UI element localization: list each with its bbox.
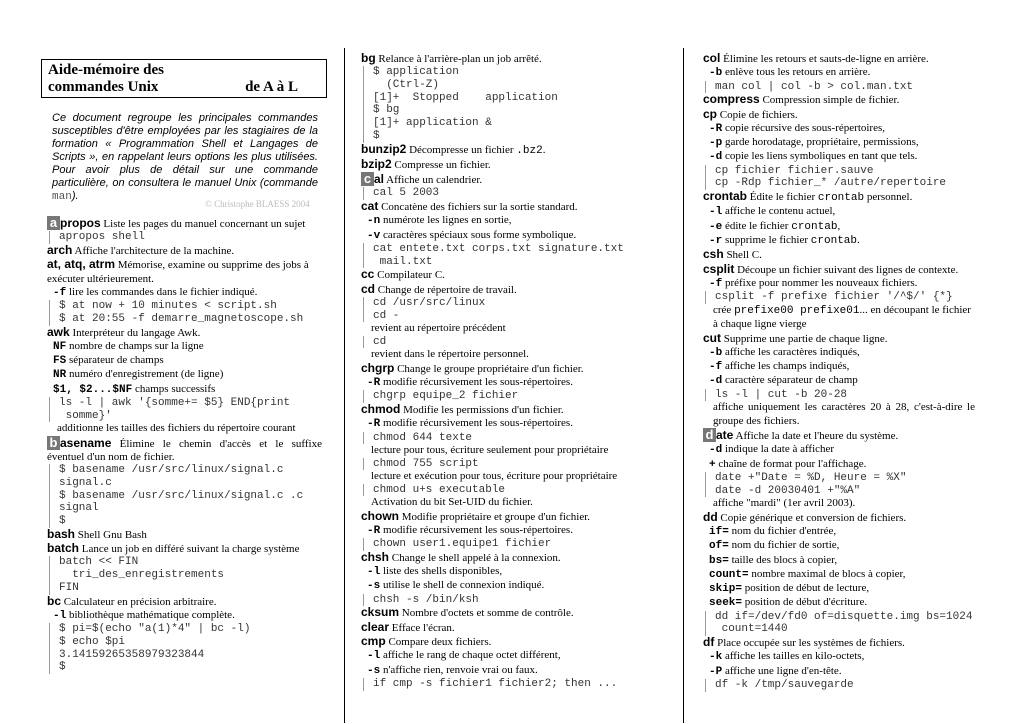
- option-chown-r: -R modifie récursivement les sous-répertoires.: [367, 523, 573, 537]
- entry-arch: arch Affiche l'architecture de la machine.: [47, 243, 235, 257]
- example-chgrp: chgrp equipe_2 fichier: [363, 390, 671, 403]
- entry-bg: bg Relance à l'arrière-plan un job arrêté.: [361, 51, 542, 65]
- option-cmp-l: -l affiche le rang de chaque octet différent,: [367, 649, 561, 663]
- title-line1: Aide-mémoire des: [48, 62, 164, 78]
- example-bg: $ application (Ctrl-Z) [1]+ Stopped application $ bg [1]+ application & $: [363, 66, 671, 142]
- entry-df: df Place occupée sur les systèmes de fichiers.: [703, 635, 905, 650]
- example-basename: $ basename /usr/src/linux/signal.c signal.c $ basename /usr/src/linux/signal.c .c signal $: [49, 464, 322, 528]
- entry-bzip2: bzip2 Compresse un fichier.: [361, 156, 491, 171]
- example-cmp: if cmp -s fichier1 fichier2; then ...: [363, 678, 671, 691]
- entry-bunzip2: bunzip2 Décompresse un fichier .bz2.: [361, 141, 546, 157]
- column-divider-1: [344, 48, 345, 723]
- option-cat-n: -n numérote les lignes en sortie,: [367, 214, 512, 228]
- entry-csh: csh Shell C.: [703, 247, 762, 262]
- option-cut-f: -f affiche les champs indiqués,: [709, 360, 850, 374]
- title-range: de A à L: [245, 79, 298, 95]
- option-df-p: -P affiche une ligne d'en-tête.: [709, 664, 842, 678]
- entry-clear: clear Efface l'écran.: [361, 619, 455, 634]
- option-crontab-r: -r supprime le fichier crontab.: [709, 234, 860, 248]
- entry-at: at, atq, atrm Mémorise, examine ou supprime des jobs à exécuter ultérieurement.: [47, 257, 309, 285]
- example-chmod-1: chmod 644 texte: [363, 432, 671, 445]
- entry-chgrp: chgrp Change le groupe propriétaire d'un fichier.: [361, 360, 584, 375]
- column-3: [703, 52, 975, 692]
- entry-dd: dd Copie générique et conversion de fichiers.: [703, 509, 907, 524]
- option-dd-skip: skip= position de début de lecture,: [709, 582, 870, 596]
- entry-cat: cat Concatène des fichiers sur la sortie standard.: [361, 199, 578, 214]
- option-cut-b: -b affiche les caractères indiqués,: [709, 345, 860, 359]
- example-awk: ls -l | awk '{somme+= $5} END{print somme}': [49, 397, 322, 422]
- entry-chown: chown Modifie propriétaire et groupe d'un fichier.: [361, 508, 591, 523]
- note-chmod-3: Activation du bit Set-UID du fichier.: [371, 496, 533, 509]
- title-line2: commandes Unix: [48, 79, 159, 95]
- entry-cal: c al Affiche un calendrier.: [361, 172, 671, 187]
- note-cut: affiche uniquement les caractères 20 à 28, c'est-à-dire le groupe des fichiers.: [713, 401, 975, 427]
- column-2: [361, 52, 671, 691]
- option-chmod-r: -R modifie récursivement les sous-répertoires.: [367, 417, 573, 431]
- option-dd-count: count= nombre maximal de blocs à copier,: [709, 567, 906, 581]
- option-date-d: -d indique la date à afficher: [709, 443, 835, 457]
- entry-awk: awk Interpréteur du langage Awk.: [47, 324, 201, 339]
- option-crontab-l: -l affiche le contenu actuel,: [709, 205, 836, 219]
- letter-d-badge: d: [703, 428, 716, 442]
- entry-bc: bc Calculateur en précision arbitraire.: [47, 593, 217, 608]
- example-at: $ at now + 10 minutes < script.sh $ at 20:55 -f demarre_magnetoscope.sh: [49, 300, 322, 325]
- note-cd-1: revient au répertoire précédent: [371, 322, 506, 335]
- entry-date: d ate Affiche la date et l'heure du système.: [703, 428, 975, 443]
- example-cp: cp fichier fichier.sauve cp -Rdp fichier_* /autre/repertoire: [705, 165, 975, 190]
- option-cat-v: -v caractères spéciaux sous forme symbolique.: [367, 228, 577, 242]
- column-divider-2: [683, 48, 684, 723]
- example-df: df -k /tmp/sauvegarde: [705, 679, 975, 692]
- example-cut: ls -l | cut -b 20-28: [705, 389, 975, 402]
- option-crontab-e: -e édite le fichier crontab,: [709, 219, 841, 233]
- example-chown: chown user1.equipe1 fichier: [363, 538, 671, 551]
- option-dd-seek: seek= position de début d'écriture.: [709, 596, 868, 610]
- example-chsh: chsh -s /bin/ksh: [363, 594, 671, 607]
- note-csplit: crée prefixe00 prefixe01... en découpant le fichier à chaque ligne vierge: [713, 303, 971, 331]
- entry-batch: batch Lance un job en différé suivant la charge système: [47, 541, 300, 556]
- entry-apropos: a propos Liste les pages du manuel concernant un sujet: [47, 216, 322, 231]
- entry-bash: bash Shell Gnu Bash: [47, 526, 147, 541]
- letter-c-badge: c: [361, 172, 374, 186]
- example-cat: cat entete.txt corps.txt signature.txt mail.txt: [363, 243, 671, 268]
- entry-cc: cc Compilateur C.: [361, 267, 445, 282]
- entry-cd: cd Change de répertoire de travail.: [361, 281, 517, 296]
- entry-basename: b asename Élimine le chemin d'accès et le suffixe éventuel d'un nom de fichier.: [47, 434, 322, 464]
- entry-cksum: cksum Nombre d'octets et somme de contrôle.: [361, 605, 574, 620]
- example-chmod-2: chmod 755 script: [363, 458, 671, 471]
- option-chgrp-r: -R modifie récursivement les sous-répertoires.: [367, 376, 573, 389]
- example-date-2: date -d 20030401 +"%A": [705, 485, 975, 498]
- note-awk: additionne les tailles des fichiers du répertoire courant: [57, 422, 296, 435]
- copyright: © Christophe BLAESS 2004: [205, 199, 310, 209]
- entry-cp: cp Copie de fichiers.: [703, 106, 798, 121]
- letter-a-badge: a: [47, 216, 60, 230]
- option-awk-fs: FS séparateur de champs: [53, 354, 164, 368]
- option-csplit-f: -f préfixe pour nommer les nouveaux fichiers.: [709, 276, 918, 290]
- example-csplit: csplit -f prefixe fichier '/^$/' {*}: [705, 291, 975, 304]
- example-chmod-3: chmod u+s executable: [363, 484, 671, 497]
- option-date-plus: + chaîne de format pour l'affichage.: [709, 457, 867, 471]
- option-bc-l: -l bibliothèque mathématique complète.: [53, 608, 235, 622]
- option-df-k: -k affiche les tailles en kilo-octets,: [709, 650, 865, 664]
- option-awk-fields: $1, $2...$NF champs successifs: [53, 382, 216, 396]
- option-chsh-s: -s utilise le shell de connexion indiqué.: [367, 579, 545, 593]
- entry-chmod: chmod Modifie les permissions d'un fichier.: [361, 402, 564, 416]
- entry-crontab: crontab Édite le fichier crontab personnel.: [703, 189, 913, 205]
- example-dd: dd if=/dev/fd0 of=disquette.img bs=1024 count=1440: [705, 611, 975, 636]
- option-cut-d: -d caractère séparateur de champ: [709, 374, 858, 388]
- option-cmp-s: -s n'affiche rien, renvoie vrai ou faux.: [367, 663, 538, 677]
- example-cal: cal 5 2003: [363, 187, 671, 200]
- option-cp-p: -p garde horodatage, propriétaire, permissions,: [709, 136, 919, 150]
- note-chmod-1: lecture pour tous, écriture seulement pour propriétaire: [371, 444, 609, 457]
- note-cd-2: revient dans le répertoire personnel.: [371, 348, 529, 361]
- option-awk-nr: NR numéro d'enregistrement (de ligne): [53, 368, 224, 382]
- option-dd-bs: bs= taille des blocs à copier,: [709, 553, 838, 567]
- entry-chsh: chsh Change le shell appelé à la connexion.: [361, 549, 561, 564]
- example-batch: batch << FIN tri_des_enregistrements FIN: [49, 556, 322, 594]
- example-bc: $ pi=$(echo "a(1)*4" | bc -l) $ echo $pi 3.14159265358979323844 $: [49, 623, 322, 674]
- entry-col: col Élimine les retours et sauts-de-ligne en arrière.: [703, 51, 929, 65]
- entry-compress: compress Compression simple de fichier.: [703, 92, 900, 107]
- option-at-f: -f lire les commandes dans le fichier indiqué.: [53, 285, 258, 299]
- example-apropos: apropos shell: [49, 231, 322, 244]
- entry-cut: cut Supprime une partie de chaque ligne.: [703, 330, 888, 345]
- intro-text: Ce document regroupe les principales commandes susceptibles d'être employées par les stagiaires de la formation « Programmation Shell et Langages de Scripts », en rappelant leurs options les plus utilisées. Pour avoir plus de détail sur une commande particulière, on consultera le manuel Unix (commande man).: [52, 112, 318, 203]
- example-date-1: date +"Date = %D, Heure = %X": [705, 472, 975, 485]
- title-box: [41, 59, 327, 98]
- note-chmod-2: lecture et exécution pour tous, écriture pour propriétaire: [371, 470, 618, 483]
- entry-csplit: csplit Découpe un fichier suivant des lignes de contexte.: [703, 261, 959, 276]
- option-dd-of: of= nom du fichier de sortie,: [709, 539, 840, 553]
- option-dd-if: if= nom du fichier d'entrée,: [709, 524, 837, 538]
- example-cd-1: cd /usr/src/linux cd -: [363, 297, 671, 322]
- letter-b-badge: b: [47, 436, 60, 450]
- entry-cmp: cmp Compare deux fichiers.: [361, 634, 492, 649]
- example-col: man col | col -b > col.man.txt: [705, 81, 975, 94]
- option-col-b: -b enlève tous les retours en arrière.: [709, 66, 871, 80]
- option-cp-d: -d copie les liens symboliques en tant que tels.: [709, 150, 918, 164]
- column-1: [47, 216, 322, 674]
- example-cd-2: cd: [363, 336, 671, 349]
- note-date-2: affiche "mardi" (1er avril 2003).: [713, 497, 856, 510]
- option-chsh-l: -l liste des shells disponibles,: [367, 565, 503, 579]
- option-cp-r: -R copie récursive des sous-répertoires,: [709, 121, 886, 135]
- option-awk-nf: NF nombre de champs sur la ligne: [53, 339, 204, 353]
